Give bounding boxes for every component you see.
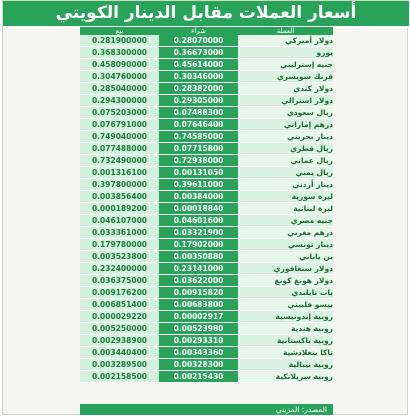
table-row bbox=[80, 239, 333, 251]
sell-rate-cell: 0.001316100 bbox=[80, 167, 159, 179]
table-row bbox=[80, 203, 333, 215]
sell-rate-cell: 0.076791000 bbox=[80, 119, 159, 131]
sell-rate-cell: 0.002158500 bbox=[80, 371, 159, 383]
buy-rate-cell: 0.07646400 bbox=[159, 119, 238, 131]
sell-rate-cell: 0.232400000 bbox=[80, 263, 159, 275]
header-currency: العملة bbox=[238, 27, 333, 35]
table-row bbox=[80, 131, 333, 143]
rates-table bbox=[80, 27, 333, 383]
currency-name-cell: ليرة سورية bbox=[238, 191, 333, 203]
currency-name-cell: ريال عماني bbox=[238, 155, 333, 167]
currency-name-cell: ريال يمني bbox=[238, 167, 333, 179]
sell-rate-cell: 0.000029220 bbox=[80, 311, 159, 323]
currency-name-cell: ليرة لبنانية bbox=[238, 203, 333, 215]
table-row bbox=[80, 299, 333, 311]
buy-rate-cell: 0.28070000 bbox=[159, 35, 238, 47]
sell-rate-cell: 0.732490000 bbox=[80, 155, 159, 167]
table-row bbox=[80, 95, 333, 107]
buy-rate-cell: 0.29305000 bbox=[159, 95, 238, 107]
buy-rate-cell: 0.00683800 bbox=[159, 299, 238, 311]
currency-name-cell: دولار استرالي bbox=[238, 95, 333, 107]
currency-name-cell: دينار تونسي bbox=[238, 239, 333, 251]
sell-rate-cell: 0.036375000 bbox=[80, 275, 159, 287]
buy-rate-cell: 0.00131050 bbox=[159, 167, 238, 179]
table-row bbox=[80, 287, 333, 299]
sell-rate-cell: 0.006851400 bbox=[80, 299, 159, 311]
rates-table-body bbox=[80, 35, 333, 383]
sell-rate-cell: 0.304760000 bbox=[80, 71, 159, 83]
sell-rate-cell: 0.294300000 bbox=[80, 95, 159, 107]
table-row bbox=[80, 59, 333, 71]
table-row bbox=[80, 359, 333, 371]
buy-rate-cell: 0.30346000 bbox=[159, 71, 238, 83]
buy-rate-cell: 0.00293310 bbox=[159, 335, 238, 347]
buy-rate-cell: 0.45614000 bbox=[159, 59, 238, 71]
currency-name-cell: روبية باكستانية bbox=[238, 335, 333, 347]
table-row bbox=[80, 83, 333, 95]
sell-rate-cell: 0.009176200 bbox=[80, 287, 159, 299]
currency-name-cell: روبية إندونيسية bbox=[238, 311, 333, 323]
sell-rate-cell: 0.368300000 bbox=[80, 47, 159, 59]
buy-rate-cell: 0.17902000 bbox=[159, 239, 238, 251]
currency-name-cell: فرنك سويسري bbox=[238, 71, 333, 83]
buy-rate-cell: 0.00350880 bbox=[159, 251, 238, 263]
currency-name-cell: دولار أميركي bbox=[238, 35, 333, 47]
buy-rate-cell: 0.39611000 bbox=[159, 179, 238, 191]
table-row bbox=[80, 167, 333, 179]
table-row bbox=[80, 155, 333, 167]
currency-name-cell: روبية سريلانكية bbox=[238, 371, 333, 383]
sell-rate-cell: 0.046107000 bbox=[80, 215, 159, 227]
table-row bbox=[80, 191, 333, 203]
currency-name-cell: روبية نيبالية bbox=[238, 359, 333, 371]
buy-rate-cell: 0.00002917 bbox=[159, 311, 238, 323]
table-row bbox=[80, 335, 333, 347]
table-row bbox=[80, 263, 333, 275]
table-row bbox=[80, 47, 333, 59]
sell-rate-cell: 0.458090000 bbox=[80, 59, 159, 71]
table-row bbox=[80, 35, 333, 47]
currency-name-cell: دولار كندي bbox=[238, 83, 333, 95]
buy-rate-cell: 0.00343360 bbox=[159, 347, 238, 359]
buy-rate-cell: 0.74585000 bbox=[159, 131, 238, 143]
table-row bbox=[80, 227, 333, 239]
currency-rates-panel bbox=[2, 0, 408, 415]
table-row bbox=[80, 119, 333, 131]
buy-rate-cell: 0.72938000 bbox=[159, 155, 238, 167]
buy-rate-cell: 0.23141000 bbox=[159, 263, 238, 275]
buy-rate-cell: 0.00018840 bbox=[159, 203, 238, 215]
buy-rate-cell: 0.07715800 bbox=[159, 143, 238, 155]
sell-rate-cell: 0.000189200 bbox=[80, 203, 159, 215]
currency-name-cell: ريال قطري bbox=[238, 143, 333, 155]
sell-rate-cell: 0.033361000 bbox=[80, 227, 159, 239]
currency-name-cell: يورو bbox=[238, 47, 333, 59]
buy-rate-cell: 0.00328300 bbox=[159, 359, 238, 371]
buy-rate-cell: 0.00215430 bbox=[159, 371, 238, 383]
table-row bbox=[80, 311, 333, 323]
table-row bbox=[80, 323, 333, 335]
buy-rate-cell: 0.03622000 bbox=[159, 275, 238, 287]
currency-name-cell: ريال سعودي bbox=[238, 107, 333, 119]
header-buy: شراء bbox=[159, 27, 238, 35]
table-row bbox=[80, 347, 333, 359]
currency-name-cell: دولار هونغ كونغ bbox=[238, 275, 333, 287]
sell-rate-cell: 0.003440400 bbox=[80, 347, 159, 359]
sell-rate-cell: 0.002938900 bbox=[80, 335, 159, 347]
buy-rate-cell: 0.00384000 bbox=[159, 191, 238, 203]
sell-rate-cell: 0.285040000 bbox=[80, 83, 159, 95]
table-row bbox=[80, 371, 333, 383]
currency-name-cell: تاكا بنغلادشية bbox=[238, 347, 333, 359]
currency-name-cell: روبية هندية bbox=[238, 323, 333, 335]
buy-rate-cell: 0.28382000 bbox=[159, 83, 238, 95]
table-row bbox=[80, 107, 333, 119]
table-row bbox=[80, 215, 333, 227]
table-row bbox=[80, 275, 333, 287]
sell-rate-cell: 0.077488000 bbox=[80, 143, 159, 155]
sell-rate-cell: 0.397800000 bbox=[80, 179, 159, 191]
buy-rate-cell: 0.07488300 bbox=[159, 107, 238, 119]
header-sell: بيع bbox=[80, 27, 159, 35]
buy-rate-cell: 0.03321900 bbox=[159, 227, 238, 239]
buy-rate-cell: 0.00915820 bbox=[159, 287, 238, 299]
currency-name-cell: جنيه مصري bbox=[238, 215, 333, 227]
table-row bbox=[80, 251, 333, 263]
buy-rate-cell: 0.00523980 bbox=[159, 323, 238, 335]
source-footer: المصدر: المزيني bbox=[80, 404, 333, 415]
table-row bbox=[80, 143, 333, 155]
table-row bbox=[80, 71, 333, 83]
buy-rate-cell: 0.04601600 bbox=[159, 215, 238, 227]
currency-name-cell: دينار بحريني bbox=[238, 131, 333, 143]
currency-name-cell: دولار سنغافوري bbox=[238, 263, 333, 275]
sell-rate-cell: 0.281900000 bbox=[80, 35, 159, 47]
currency-name-cell: بيسو فلبيني bbox=[238, 299, 333, 311]
sell-rate-cell: 0.005250000 bbox=[80, 323, 159, 335]
buy-rate-cell: 0.36673000 bbox=[159, 47, 238, 59]
currency-name-cell: بات تايلندي bbox=[238, 287, 333, 299]
currency-name-cell: جنيه إسترليني bbox=[238, 59, 333, 71]
sell-rate-cell: 0.749040000 bbox=[80, 131, 159, 143]
table-header-row bbox=[80, 27, 333, 35]
currency-name-cell: درهم مغربي bbox=[238, 227, 333, 239]
currency-name-cell: دينار أردني bbox=[238, 179, 333, 191]
currency-name-cell: درهم إماراتي bbox=[238, 119, 333, 131]
sell-rate-cell: 0.003523800 bbox=[80, 251, 159, 263]
sell-rate-cell: 0.179780000 bbox=[80, 239, 159, 251]
currency-name-cell: ين ياباني bbox=[238, 251, 333, 263]
sell-rate-cell: 0.003856400 bbox=[80, 191, 159, 203]
sell-rate-cell: 0.003289500 bbox=[80, 359, 159, 371]
table-row bbox=[80, 179, 333, 191]
sell-rate-cell: 0.075203000 bbox=[80, 107, 159, 119]
page-title: أسعار العملات مقابل الدينار الكويتي bbox=[3, 1, 409, 28]
